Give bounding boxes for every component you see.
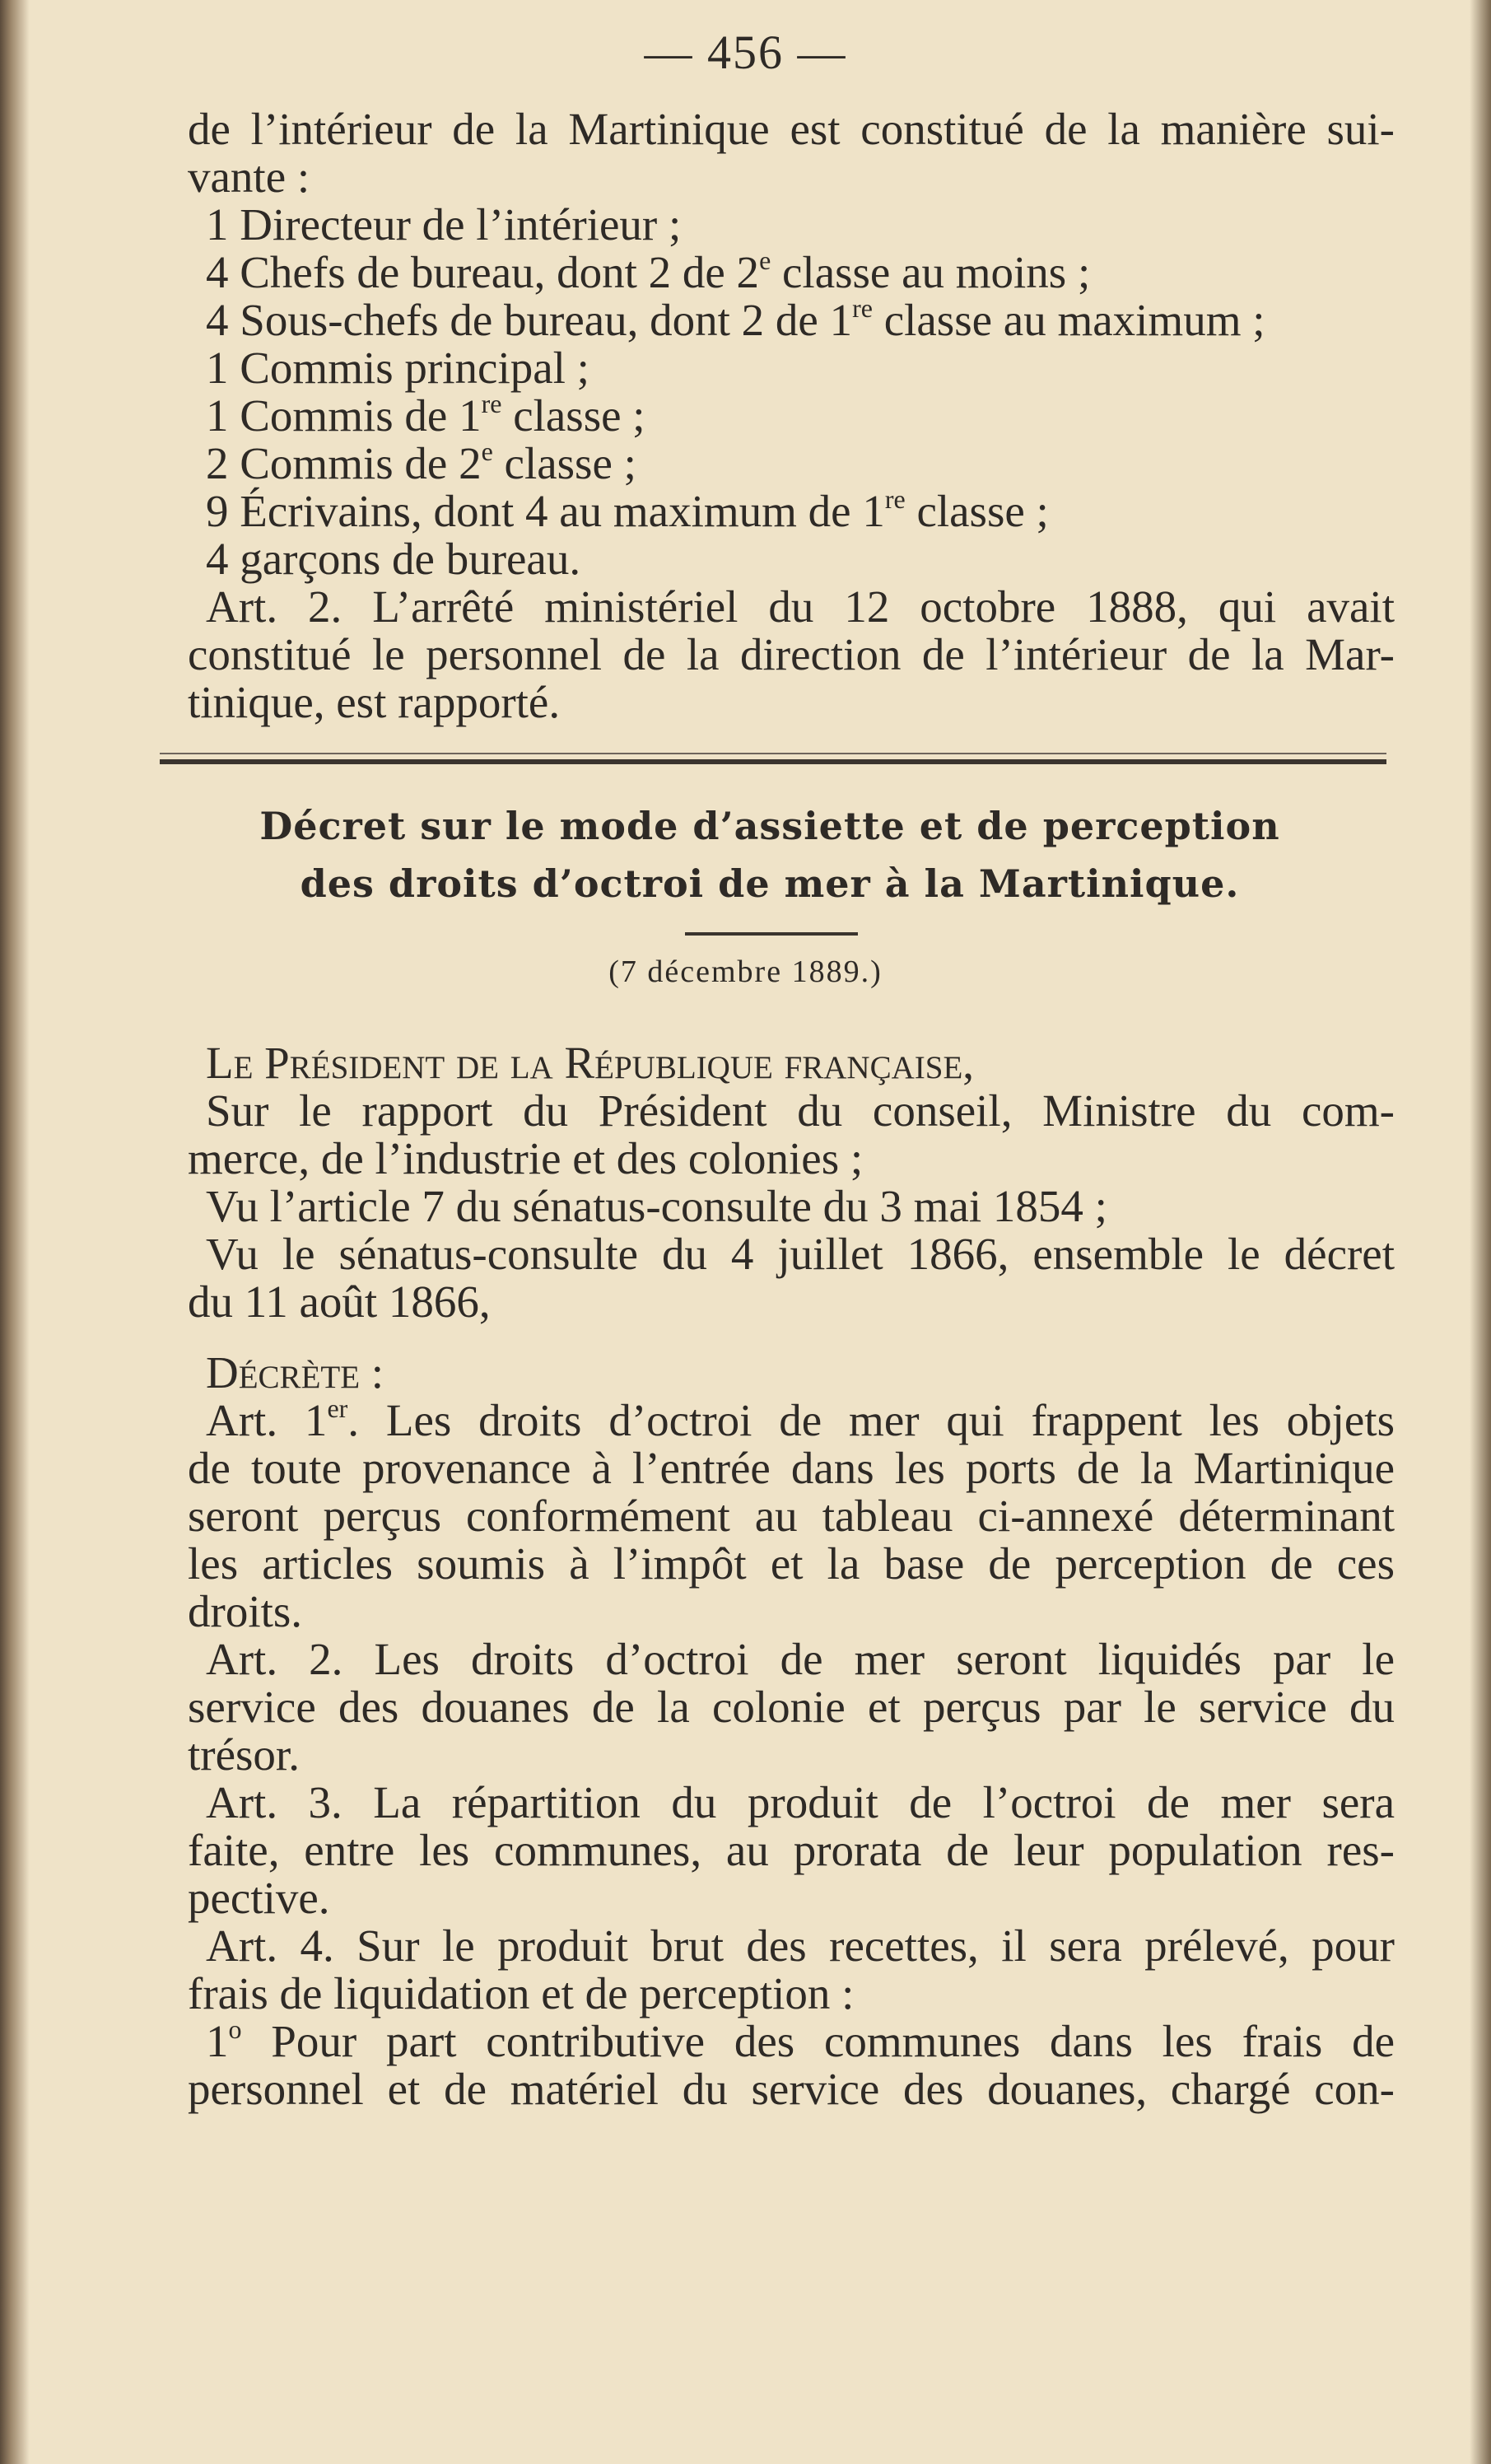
staff-item: 1 Commis de 1re classe ; (206, 389, 645, 441)
article-1-line: droits. (188, 1586, 303, 1636)
considerant-line: Vu le sénatus-consulte du 4 juillet 1866, ensemble le décret (206, 1229, 1395, 1279)
staff-item: 4 Chefs de bureau, dont 2 de 2e classe au moins ; (206, 245, 1091, 297)
intro-line: vante : (188, 152, 310, 202)
main-text-block (188, 1039, 1395, 2113)
staff-item: 4 garçons de bureau. (206, 534, 581, 584)
article-2-line: Art. 2. Les droits d’octroi de mer seront liquidés par le (206, 1634, 1395, 1684)
article-1-line: de toute provenance à l’entrée dans les ports de la Martinique (188, 1443, 1395, 1493)
article-3-line: pective. (188, 1873, 330, 1923)
decree-title-line: des droits d’octroi de mer à la Martinique. (300, 861, 1240, 906)
considerant-line: Vu l’article 7 du sénatus-consulte du 3 mai 1854 ; (206, 1181, 1107, 1231)
article-line: tinique, est rapporté. (188, 677, 561, 727)
president-heading: Le Président de la République française, (206, 1038, 975, 1088)
decrete-heading: Décrète : (206, 1347, 384, 1398)
decree-title-line: Décret sur le mode d’assiette et de perception (259, 804, 1280, 848)
considerant-line: merce, de l’industrie et des colonies ; (188, 1133, 864, 1183)
considerant-line: Sur le rapport du Président du conseil, Ministre du com- (206, 1085, 1395, 1136)
article-1-line: seront perçus conformément au tableau ci-annexé déterminant (188, 1491, 1395, 1541)
spacer (188, 1326, 1395, 1349)
page-number: — 456 — (644, 26, 847, 79)
article-2-line: trésor. (188, 1729, 300, 1780)
staff-item: 1 Directeur de l’intérieur ; (206, 199, 682, 250)
considerant-line: du 11 août 1866, (188, 1276, 491, 1327)
separator-rule-thin (160, 753, 1386, 754)
item-1-line: 1$^o$ Pour part contributive des communes dans les frais de (206, 2014, 1395, 2066)
intro-line: de l’intérieur de la Martinique est constitué de la manière sui- (188, 104, 1395, 154)
staff-item: 1 Commis principal ; (206, 343, 589, 393)
staff-item: 9 Écrivains, dont 4 au maximum de 1re classe ; (206, 484, 1049, 536)
title-underline-rule (685, 932, 858, 936)
binding-shadow-right (1470, 0, 1491, 2464)
decree-title (156, 797, 1383, 912)
article-1-line: les articles soumis à l’impôt et la base de perception de ces (188, 1538, 1395, 1589)
item-1-line: personnel et de matériel du service des douanes, chargé con- (188, 2064, 1395, 2114)
article-4-line: Art. 4. Sur le produit brut des recettes, il sera prélevé, pour (206, 1920, 1395, 1971)
article-4-line: frais de liquidation et de perception : (188, 1968, 855, 2018)
article-3-line: Art. 3. La répartition du produit de l’octroi de mer sera (206, 1777, 1395, 1827)
staff-item: 4 Sous-chefs de bureau, dont 2 de 1re classe au maximum ; (206, 293, 1265, 345)
article-3-line: faite, entre les communes, au prorata de leur population res- (188, 1825, 1395, 1875)
staff-item: 2 Commis de 2e classe ; (206, 436, 636, 488)
article-2-line: service des douanes de la colonie et perçus par le service du (188, 1682, 1395, 1732)
top-text-block (188, 105, 1395, 726)
article-line: constitué le personnel de la direction de l’intérieur de la Mar- (188, 629, 1395, 679)
article-1-line: Art. 1er. Les droits d’octroi de mer qui frappent les objets (206, 1393, 1395, 1445)
binding-shadow-left (0, 0, 30, 2464)
article-line: Art. 2. L’arrêté ministériel du 12 octobre 1888, qui avait (206, 581, 1395, 632)
separator-rule-thick (160, 759, 1386, 764)
decree-date: (7 décembre 1889.) (608, 954, 883, 989)
